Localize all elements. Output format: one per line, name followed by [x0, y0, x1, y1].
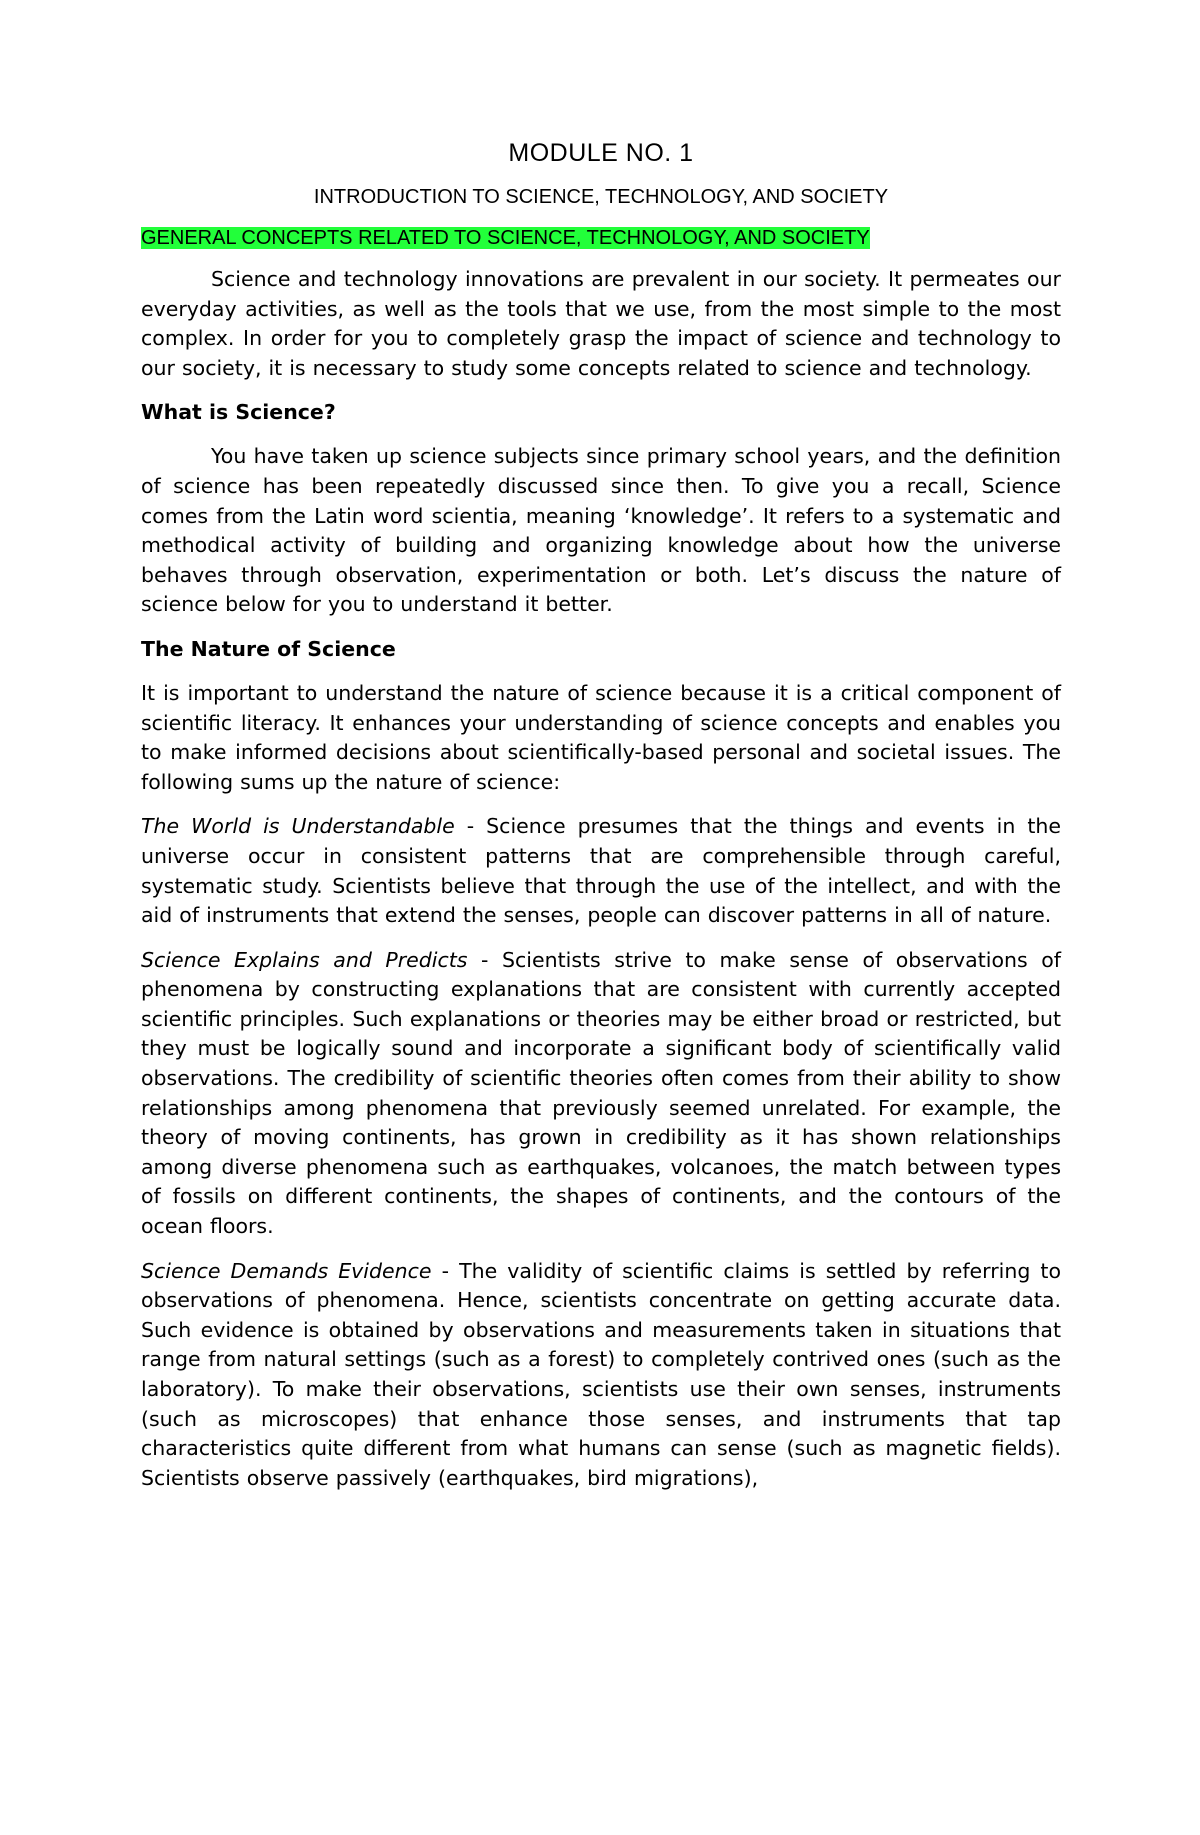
document-page — [141, 138, 1061, 1493]
intro-paragraph: Science and technology innovations are prevalent in our society. It permeates our everyday activities, as well as the tools that we use, from the most simple to the most complex. In order for you to completely grasp the impact of science and technology to our society, it is necessary to study some concepts related to science and technology. — [141, 267, 1061, 380]
nature-item-text: The validity of scientific claims is settled by referring to observations of phenomena. Hence, scientists concentrate on getting accurate data. Such evidence is obtained by observations and measurements taken in situations that range from natural settings (such as a forest) to completely contrived ones (such as the laboratory). To make their observations, scientists use their own senses, instruments (such as microscopes) that enhance those senses, and instruments that tap characteristics quite different from what humans can sense (such as magnetic fields). Scientists observe passively (earthquakes, bird migrations), — [141, 1258, 1061, 1490]
highlighted-heading-text: GENERAL CONCEPTS RELATED TO SCIENCE, TECHNOLOGY, AND SOCIETY — [141, 227, 870, 249]
nature-item-separator: - — [467, 947, 502, 972]
nature-item-text: Science presumes that the things and events in the universe occur in consistent patterns that are comprehensible through careful, systematic study. Scientists believe that through the use of the intellect, and with the aid of instruments that extend the senses, people can discover patterns in all of nature. — [141, 814, 1061, 928]
what-is-science-heading: What is Science? — [141, 400, 336, 425]
nature-item-term: Science Demands Evidence — [141, 1258, 432, 1283]
module-subtitle: INTRODUCTION TO SCIENCE, TECHNOLOGY, AND SOCIETY — [313, 186, 889, 208]
module-title: MODULE NO. 1 — [508, 139, 694, 167]
nature-item-separator: - — [454, 814, 487, 839]
nature-item-understandable — [141, 812, 1061, 930]
nature-item-term: Science Explains and Predicts — [141, 947, 468, 972]
nature-item-term: The World is Understandable — [141, 814, 455, 839]
nature-item-demands-evidence — [141, 1257, 1061, 1494]
highlighted-section-heading — [141, 225, 1061, 251]
nature-item-explains-predicts — [141, 946, 1061, 1242]
nature-item-text: Scientists strive to make sense of observations of phenomena by constructing explanations that are consistent with currently accepted scientific principles. Such explanations or theories may be either broad or restricted, but they must be logically sound and incorporate a significant body of scientifically valid observations. The credibility of scientific theories often comes from their ability to show relationships among phenomena that previously seemed unrelated. For example, the theory of moving continents, has grown in credibility as it has shown relationships among diverse phenomena such as earthquakes, volcanoes, the match between types of fossils on different continents, the shapes of continents, and the contours of the ocean floors. — [141, 947, 1061, 1239]
what-is-science-paragraph: You have taken up science subjects since primary school years, and the definition of science has been repeatedly discussed since then. To give you a recall, Science comes from the Latin word scientia, meaning ‘knowledge’. It refers to a systematic and methodical activity of building and organizing knowledge about how the universe behaves through observation, experimentation or both. Let’s discuss the nature of science below for you to understand it better. — [141, 444, 1061, 617]
nature-of-science-heading: The Nature of Science — [141, 636, 396, 661]
nature-of-science-paragraph: It is important to understand the nature of science because it is a critical component of scientific literacy. It enhances your understanding of science concepts and enables you to make informed decisions about scientifically-based personal and societal issues. The following sums up the nature of science: — [141, 680, 1061, 794]
nature-item-separator: - — [431, 1258, 460, 1283]
